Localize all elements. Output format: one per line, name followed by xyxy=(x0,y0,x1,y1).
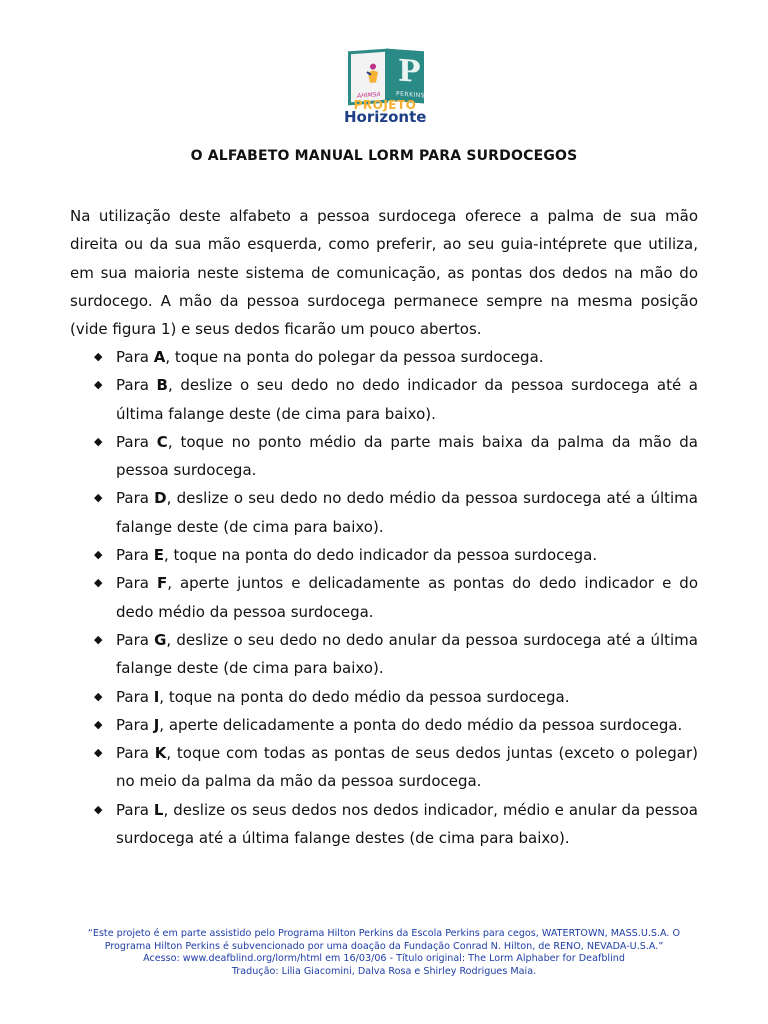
logo-perkins-text: PERKINS xyxy=(396,90,426,100)
bullet-diamond-icon: ◆ xyxy=(94,576,103,590)
item-letter: C xyxy=(156,432,168,451)
item-letter: B xyxy=(156,376,168,395)
item-text: , deslize o seu dedo no dedo anular da pessoa surdocega até a última falange deste (de cima para baixo). xyxy=(116,630,698,678)
bullet-diamond-icon: ◆ xyxy=(94,717,103,731)
item-letter: K xyxy=(154,744,167,763)
item-prefix: Para xyxy=(116,546,154,565)
item-letter: L xyxy=(153,800,164,819)
item-letter: F xyxy=(156,574,168,593)
item-prefix: Para xyxy=(116,800,154,819)
list-item xyxy=(94,371,698,428)
list-item xyxy=(94,739,698,796)
item-prefix: Para xyxy=(116,687,154,706)
logo-book xyxy=(344,46,426,100)
item-text: , aperte juntos e delicadamente as pontas do dedo indicador e do dedo médio da pessoa surdocega. xyxy=(116,574,698,621)
item-text: , aperte delicadamente a ponta do dedo médio da pessoa surdocega. xyxy=(159,715,683,734)
item-prefix: Para xyxy=(116,715,154,734)
item-text: , toque na ponta do dedo médio da pessoa surdocega. xyxy=(159,687,570,706)
logo-p-letter: P xyxy=(398,53,421,91)
list-item xyxy=(94,569,698,626)
item-prefix: Para xyxy=(116,574,157,593)
item-prefix: Para xyxy=(116,630,155,649)
item-text: , toque na ponta do polegar da pessoa surdocega. xyxy=(165,348,544,366)
item-text: , deslize os seus dedos nos dedos indicador, médio e anular da pessoa surdocega até a última falange destes (de cima para baixo). xyxy=(116,800,698,848)
footer-line-4: Tradução: Lilia Giacomini, Dalva Rosa e Shirley Rodrigues Maia. xyxy=(231,965,537,977)
lorm-instructions-list xyxy=(94,343,698,852)
document-title: O ALFABETO MANUAL LORM PARA SURDOCEGOS xyxy=(190,148,578,164)
list-item xyxy=(94,711,698,739)
intro-paragraph: Na utilização deste alfabeto a pessoa surdocega oferece a palma de sua mão direita ou da sua mão esquerda, como preferir, ao seu guia-intéprete que utiliza, em sua maioria neste sistema de comunicação, as pontas dos dedos na mão do surdocego. A mão da pessoa surdocega permanece sempre na mesma posição (vide figura 1) e seus dedos ficarão um pouco abertos. xyxy=(70,207,698,339)
item-text: , deslize o seu dedo no dedo médio da pessoa surdocega até a última falange deste (de cima para baixo). xyxy=(116,489,698,536)
list-item xyxy=(94,343,698,371)
list-item xyxy=(94,541,698,569)
item-letter: D xyxy=(154,489,167,508)
list-item xyxy=(94,484,698,541)
item-text: , toque na ponta do dedo indicador da pessoa surdocega. xyxy=(163,546,598,565)
item-prefix: Para xyxy=(116,432,157,451)
projeto-horizonte-logo xyxy=(344,46,426,132)
list-item xyxy=(94,796,698,853)
item-prefix: Para xyxy=(116,376,157,395)
logo-right-page xyxy=(386,49,424,104)
bullet-diamond-icon: ◆ xyxy=(94,350,103,363)
item-letter: A xyxy=(153,348,166,366)
item-text: , toque com todas as pontas de seus dedos juntas (exceto o polegar) no meio da palma da mão da pessoa surdocega. xyxy=(116,744,698,791)
item-text: , deslize o seu dedo no dedo indicador da pessoa surdocega até a última falange deste (de cima para baixo). xyxy=(116,376,698,423)
item-prefix: Para xyxy=(116,489,155,508)
list-item xyxy=(94,428,698,485)
bullet-diamond-icon: ◆ xyxy=(94,378,103,392)
item-letter: J xyxy=(153,715,160,734)
list-item xyxy=(94,626,698,683)
bullet-diamond-icon: ◆ xyxy=(94,491,103,505)
item-letter: E xyxy=(153,546,164,565)
item-prefix: Para xyxy=(116,744,155,763)
bullet-diamond-icon: ◆ xyxy=(94,689,103,703)
bullet-diamond-icon: ◆ xyxy=(94,632,103,646)
item-prefix: Para xyxy=(116,348,154,366)
item-letter: I xyxy=(153,687,160,706)
bullet-diamond-icon: ◆ xyxy=(94,746,103,760)
list-item xyxy=(94,683,698,711)
person-figure-icon xyxy=(365,62,381,85)
bullet-diamond-icon: ◆ xyxy=(94,548,103,562)
logo-projeto-text: PROJETO xyxy=(353,98,417,112)
logo-left-page xyxy=(348,49,388,106)
logo-horizonte-text: Horizonte xyxy=(344,108,427,126)
item-letter: G xyxy=(154,630,167,649)
bullet-diamond-icon: ◆ xyxy=(94,434,103,448)
logo-ahimsa-text: AHIMSA xyxy=(357,91,381,100)
footer-line-3: Acesso: www.deafblind.org/lorm/html em 16/03/06 - Título original: The Lorm Alphaber for Deafblind xyxy=(143,953,625,965)
footer-credits xyxy=(60,928,708,978)
bullet-diamond-icon: ◆ xyxy=(94,802,103,816)
footer-line-2: Programa Hilton Perkins é subvencionado por uma doação da Fundação Conrad N. Hilton, de RENO, NEVADA-U.S.A.” xyxy=(104,940,664,952)
footer-line-1: “Este projeto é em parte assistido pelo Programa Hilton Perkins da Escola Perkins para cegos, WATERTOWN, MASS.U.S.A. O xyxy=(87,928,681,939)
item-text: , toque no ponto médio da parte mais baixa da palma da mão da pessoa surdocega. xyxy=(116,432,698,480)
